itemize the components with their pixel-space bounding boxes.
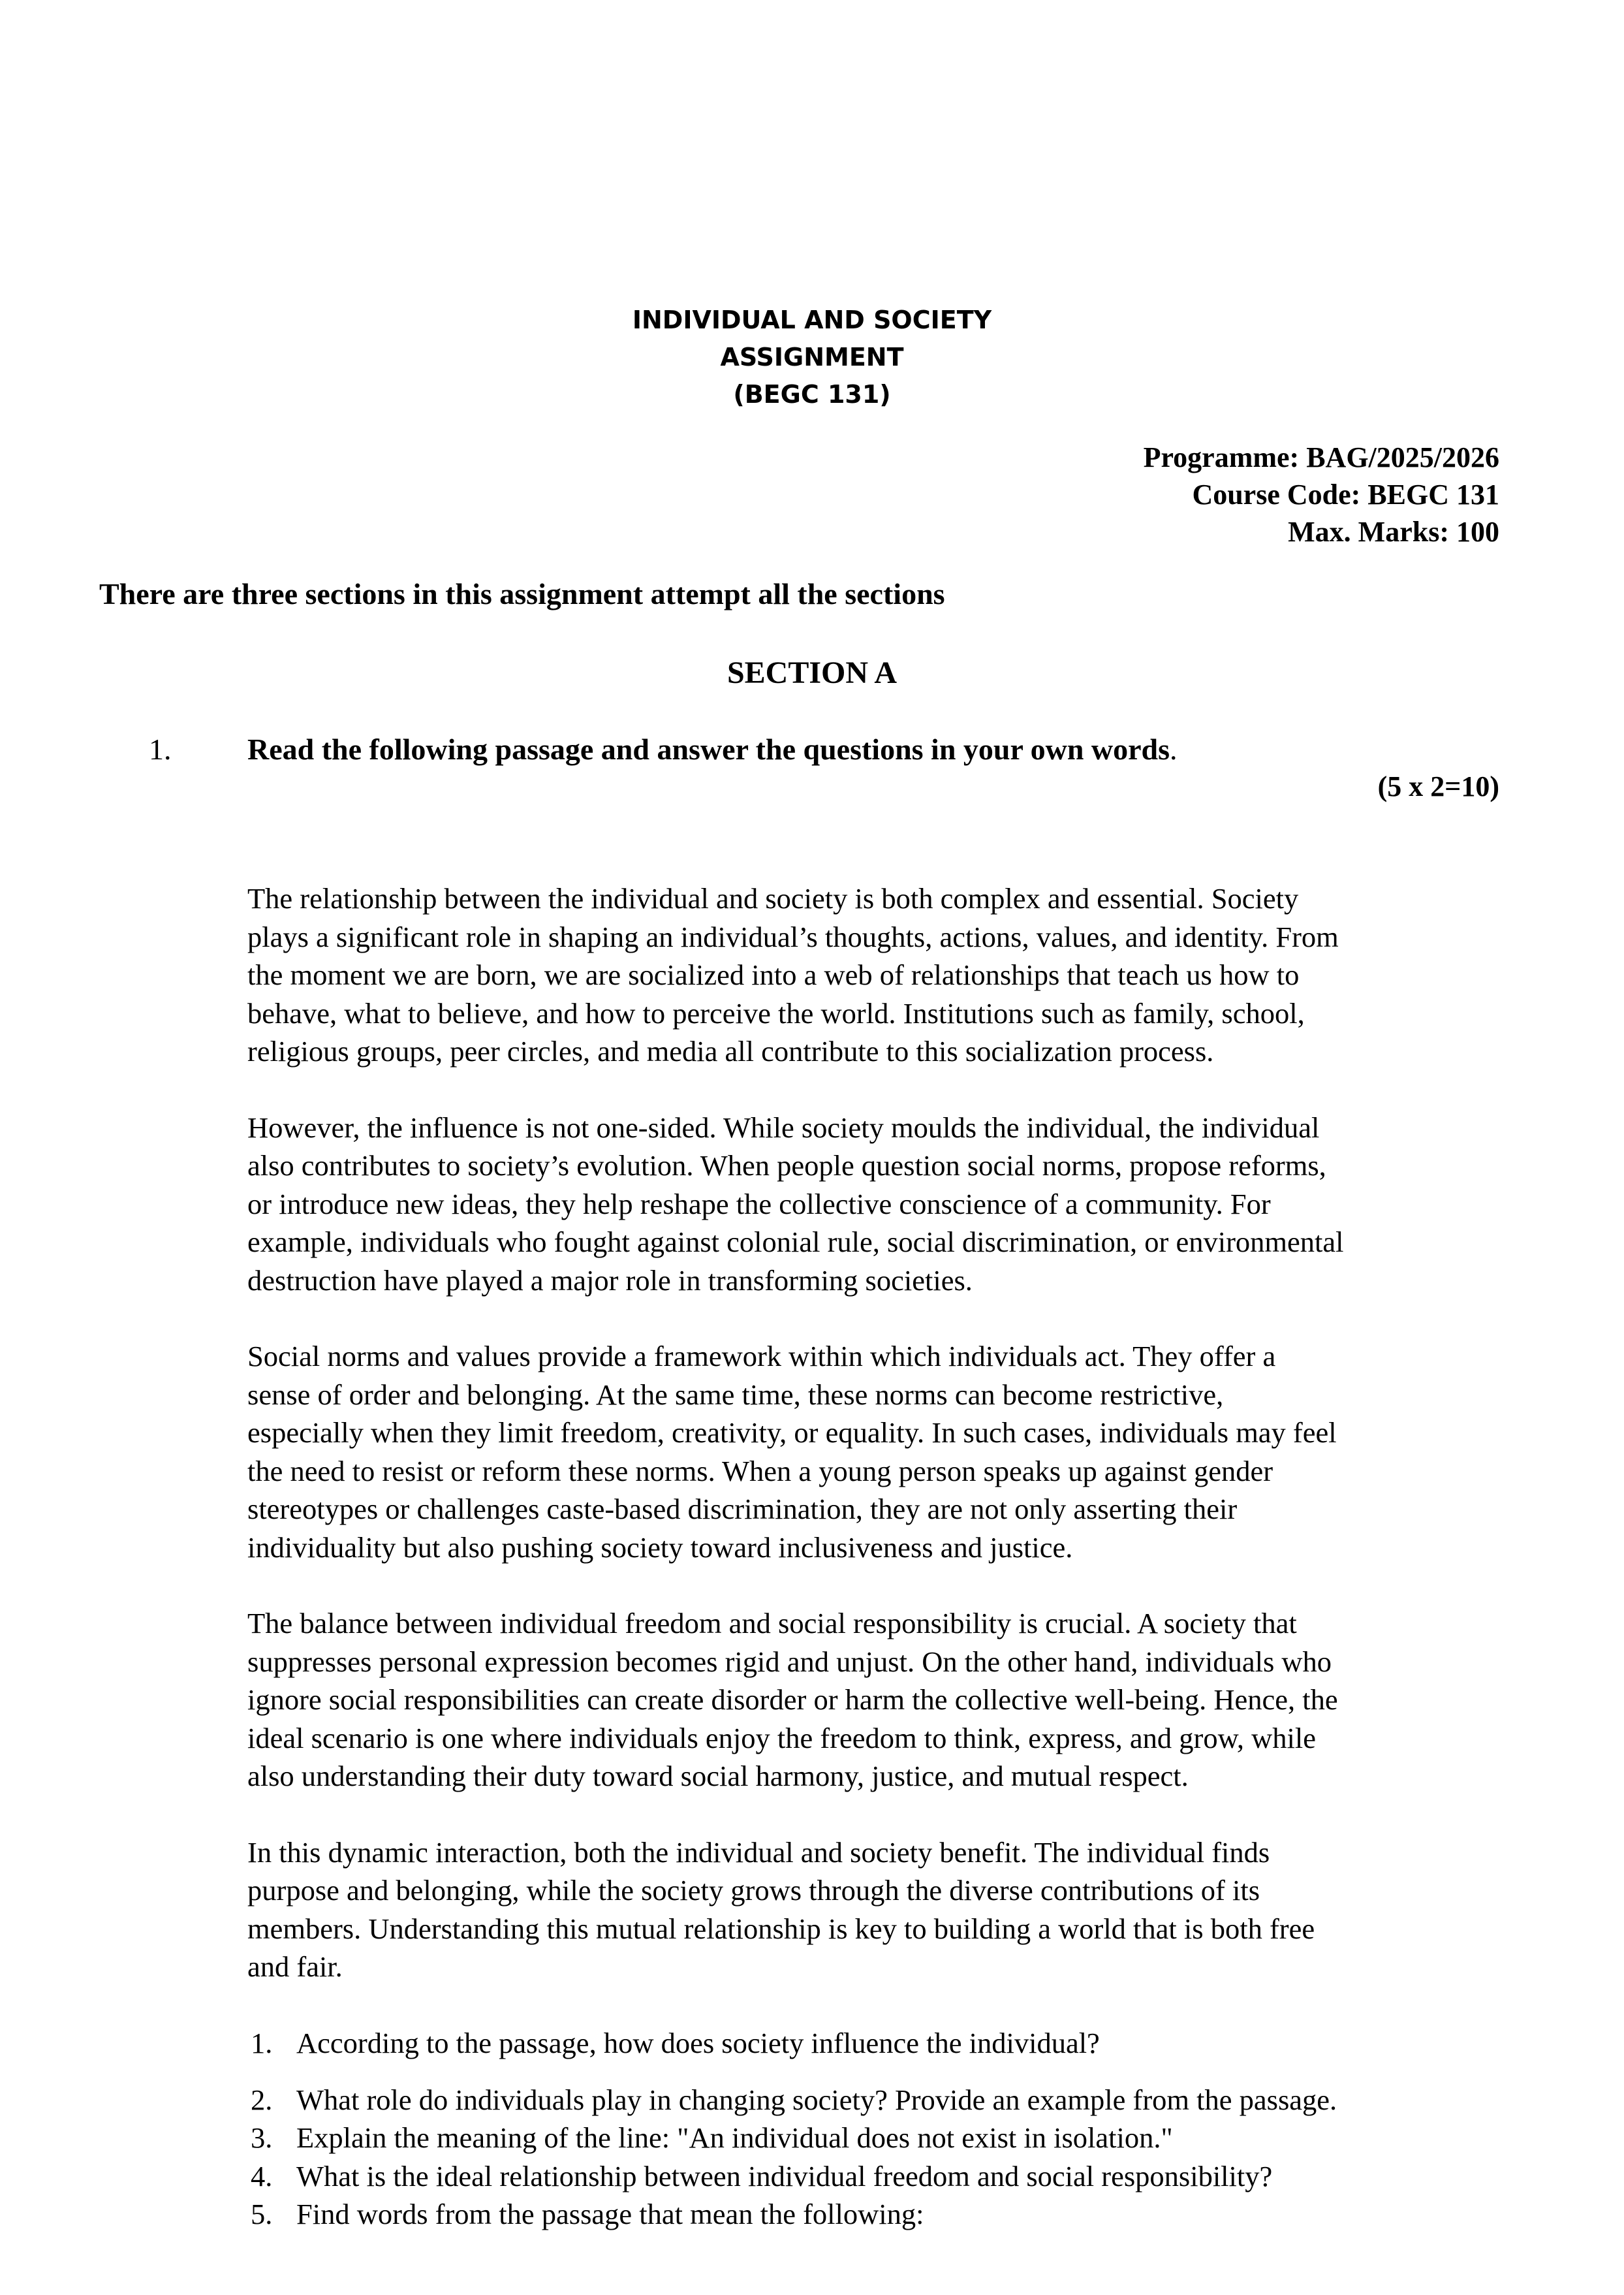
passage-line: destruction have played a major role in transforming societies. <box>247 1263 973 1297</box>
passage-line: ideal scenario is one where individuals enjoy the freedom to think, express, and grow, while <box>247 1721 1316 1754</box>
document-course-code: (BEGC 131) <box>733 380 891 409</box>
passage-line: sense of order and belonging. At the same time, these norms can become restrictive, <box>247 1378 1224 1411</box>
section-heading: SECTION A <box>726 656 898 690</box>
sub-question-number: 1. <box>251 2027 273 2059</box>
question-prompt-period: . <box>1170 733 1178 766</box>
passage-paragraph <box>247 1604 1514 1796</box>
sub-question-item <box>251 2081 1517 2119</box>
sub-question-text: Explain the meaning of the line: "An individual does not exist in isolation." <box>296 2121 1173 2154</box>
passage-line: The balance between individual freedom and social responsibility is crucial. A society that <box>247 1607 1297 1639</box>
sub-question-text: Find words from the passage that mean the following: <box>296 2198 924 2230</box>
sub-question-number: 5. <box>251 2198 273 2230</box>
passage-line: individuality but also pushing society toward inclusiveness and justice. <box>247 1530 1073 1564</box>
passage-line: or introduce new ideas, they help reshape the collective conscience of a community. For <box>247 1187 1271 1220</box>
passage-line: purpose and belonging, while the society grows through the diverse contributions of its <box>247 1874 1260 1907</box>
programme-label: Programme: BAG/2025/2026 <box>1143 441 1499 473</box>
question-prompt <box>247 730 1178 769</box>
sub-question-text: What is the ideal relationship between individual freedom and social responsibility? <box>296 2159 1273 2192</box>
passage-paragraph <box>247 879 1514 1071</box>
question-prompt-text: Read the following passage and answer the questions in your own words <box>247 733 1170 766</box>
passage-line: The relationship between the individual and society is both complex and essential. Society <box>247 882 1299 915</box>
question-row <box>0 730 1624 769</box>
passage-line: ignore social responsibilities can create disorder or harm the collective well-being. Hence, the <box>247 1683 1338 1716</box>
passage-line: However, the influence is not one-sided. While society moulds the individual, the individual <box>247 1111 1320 1144</box>
passage-line: the need to resist or reform these norms. When a young person speaks up against gender <box>247 1454 1273 1487</box>
passage-line: especially when they limit freedom, creativity, or equality. In such cases, individuals may feel <box>247 1416 1337 1449</box>
document-title: INDIVIDUAL AND SOCIETY <box>632 306 992 334</box>
passage-line: suppresses personal expression becomes rigid and unjust. On the other hand, individuals who <box>247 1645 1332 1678</box>
sub-question-text: According to the passage, how does society influence the individual? <box>296 2027 1100 2059</box>
instruction-text: There are three sections in this assignment attempt all the sections <box>99 577 945 610</box>
passage-line: also contributes to society’s evolution. When people question social norms, propose reforms, <box>247 1149 1326 1182</box>
sub-question-item <box>251 2119 1517 2157</box>
passage-line: Social norms and values provide a framework within which individuals act. They offer a <box>247 1340 1276 1372</box>
assignment-meta <box>912 439 1499 550</box>
passage-line: plays a significant role in shaping an individual’s thoughts, actions, values, and identity. From <box>247 920 1339 953</box>
passage-paragraph <box>247 1109 1514 1300</box>
passage-line: religious groups, peer circles, and media all contribute to this socialization process. <box>247 1035 1214 1068</box>
passage-line: example, individuals who fought against colonial rule, social discrimination, or environmental <box>247 1226 1344 1258</box>
reading-passage <box>247 879 1514 2024</box>
max-marks-label: Max. Marks: 100 <box>1288 516 1499 548</box>
document-header <box>0 302 1624 413</box>
course-code-label: Course Code: BEGC 131 <box>1192 479 1499 511</box>
sub-question-item <box>251 2024 1517 2063</box>
question-marks: (5 x 2=10) <box>1377 770 1499 802</box>
question-number: 1. <box>149 733 172 766</box>
passage-line: In this dynamic interaction, both the individual and society benefit. The individual finds <box>247 1835 1270 1869</box>
sub-question-item <box>251 2157 1517 2196</box>
sub-question-list <box>251 2024 1517 2234</box>
sub-question-text: What role do individuals play in changing society? Provide an example from the passage. <box>296 2083 1337 2116</box>
passage-line: behave, what to believe, and how to perceive the world. Institutions such as family, school, <box>247 996 1305 1030</box>
passage-paragraph <box>247 1337 1514 1566</box>
sub-question-number: 2. <box>251 2083 273 2116</box>
document-subtitle: ASSIGNMENT <box>720 343 904 372</box>
passage-line: members. Understanding this mutual relationship is key to building a world that is both free <box>247 1912 1315 1945</box>
passage-line: the moment we are born, we are socialized into a web of relationships that teach us how to <box>247 958 1300 991</box>
passage-paragraph <box>247 1833 1514 1986</box>
sub-question-number: 4. <box>251 2159 273 2192</box>
passage-line: and fair. <box>247 1950 343 1983</box>
passage-line: stereotypes or challenges caste-based discrimination, they are not only asserting their <box>247 1493 1238 1525</box>
sub-question-number: 3. <box>251 2121 273 2154</box>
sub-question-item <box>251 2195 1517 2234</box>
passage-line: also understanding their duty toward social harmony, justice, and mutual respect. <box>247 1760 1189 1792</box>
